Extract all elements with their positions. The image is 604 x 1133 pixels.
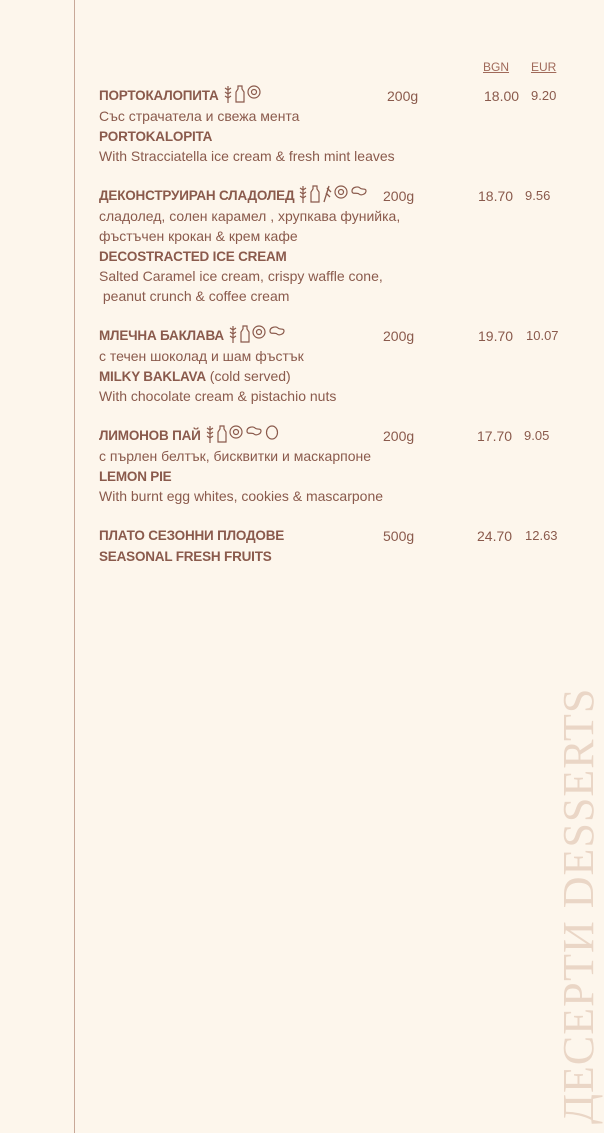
allergen-icons	[298, 184, 368, 204]
item-description-en: With burnt egg whites, cookies & mascarpone	[99, 488, 384, 504]
item-weight: 200g	[383, 188, 415, 204]
item-title-bg: ПЛАТО СЕЗОННИ ПЛОДОВЕ	[99, 528, 285, 543]
menu-item	[99, 86, 579, 166]
item-price-eur: 9.56	[525, 188, 551, 203]
allergen-icons	[205, 424, 279, 444]
wheat-icon	[223, 84, 233, 104]
item-title-en: DECOSTRACTED ICE CREAM	[99, 249, 287, 264]
wheat-icon	[298, 184, 308, 204]
egg-icon	[229, 424, 243, 444]
wheat-icon	[228, 324, 238, 344]
item-description-en: peanut crunch & coffee cream	[99, 288, 290, 304]
egg-icon	[247, 84, 261, 104]
item-title-en: LEMON PIE	[99, 469, 172, 484]
item-price-bgn: 18.00	[484, 88, 520, 104]
item-title-en-row	[99, 366, 579, 386]
item-title-en: MILKY BAKLAVA	[99, 369, 206, 384]
item-description-bg: с пърлен белтък, бисквитки и маскарпоне	[99, 448, 372, 464]
item-description-bg: с течен шоколад и шам фъстък	[99, 348, 304, 364]
item-weight: 200g	[383, 428, 415, 444]
item-title-en-row	[99, 126, 579, 146]
milk-icon	[217, 424, 227, 444]
allergen-icons	[228, 324, 286, 344]
item-weight: 200g	[387, 88, 419, 104]
item-description-en: With chocolate cream & pistachio nuts	[99, 388, 337, 404]
milk-icon	[235, 84, 245, 104]
item-description-en: With Stracciatella ice cream & fresh mint leaves	[99, 148, 395, 164]
item-price-bgn: 19.70	[478, 328, 514, 344]
menu-item	[99, 326, 579, 406]
item-price-eur: 9.05	[524, 428, 550, 443]
item-title-en-row	[99, 546, 579, 566]
peanut-icon	[322, 184, 332, 204]
item-price-bgn: 18.70	[478, 188, 514, 204]
item-title-en: PORTOKALOPITA	[99, 129, 213, 144]
item-price-eur: 12.63	[525, 528, 558, 543]
item-weight: 200g	[383, 328, 415, 344]
item-title-bg: ЛИМОНОВ ПАЙ	[99, 428, 201, 443]
item-title-bg: МЛЕЧНА БАКЛАВА	[99, 328, 224, 343]
milk-icon	[310, 184, 320, 204]
item-title-bg: ПОРТОКАЛОПИТА	[99, 88, 219, 103]
item-description-bg: Със страчатела и свежа мента	[99, 108, 300, 124]
nut-icon	[245, 424, 263, 444]
side-section-title: ДЕСЕРТИ DESSERTS	[554, 687, 603, 1124]
item-title-en-row	[99, 246, 579, 266]
nut-icon	[350, 184, 368, 204]
column-header-bgn: BGN	[483, 60, 510, 74]
item-weight: 500g	[383, 528, 415, 544]
egg-icon	[252, 324, 266, 344]
item-title-en-note: (cold served)	[209, 368, 291, 384]
milk-icon	[240, 324, 250, 344]
item-price-bgn: 17.70	[477, 428, 513, 444]
menu-item	[99, 186, 579, 306]
egg-icon	[334, 184, 348, 204]
nut-icon	[268, 324, 286, 344]
item-title-bg: ДЕКОНСТРУИРАН СЛАДОЛЕД	[99, 188, 295, 203]
item-description-bg: сладолед, солен карамел , хрупкава фунийка,	[99, 208, 401, 224]
left-margin-strip	[0, 0, 75, 1133]
item-description-en: Salted Caramel ice cream, crispy waffle cone,	[99, 268, 383, 284]
menu-item	[99, 526, 579, 566]
allergen-icons	[223, 84, 261, 104]
item-title-en: SEASONAL FRESH FRUITS	[99, 549, 272, 564]
item-price-eur: 9.20	[531, 88, 557, 103]
wheat-icon	[205, 424, 215, 444]
item-price-eur: 10.07	[526, 328, 559, 343]
item-description-bg: фъстъчен крокан & крем кафе	[99, 228, 298, 244]
menu-item	[99, 426, 579, 506]
item-price-bgn: 24.70	[477, 528, 513, 544]
column-header-eur: EUR	[531, 60, 557, 74]
egg-outline-icon	[265, 424, 279, 444]
item-title-en-row	[99, 466, 579, 486]
